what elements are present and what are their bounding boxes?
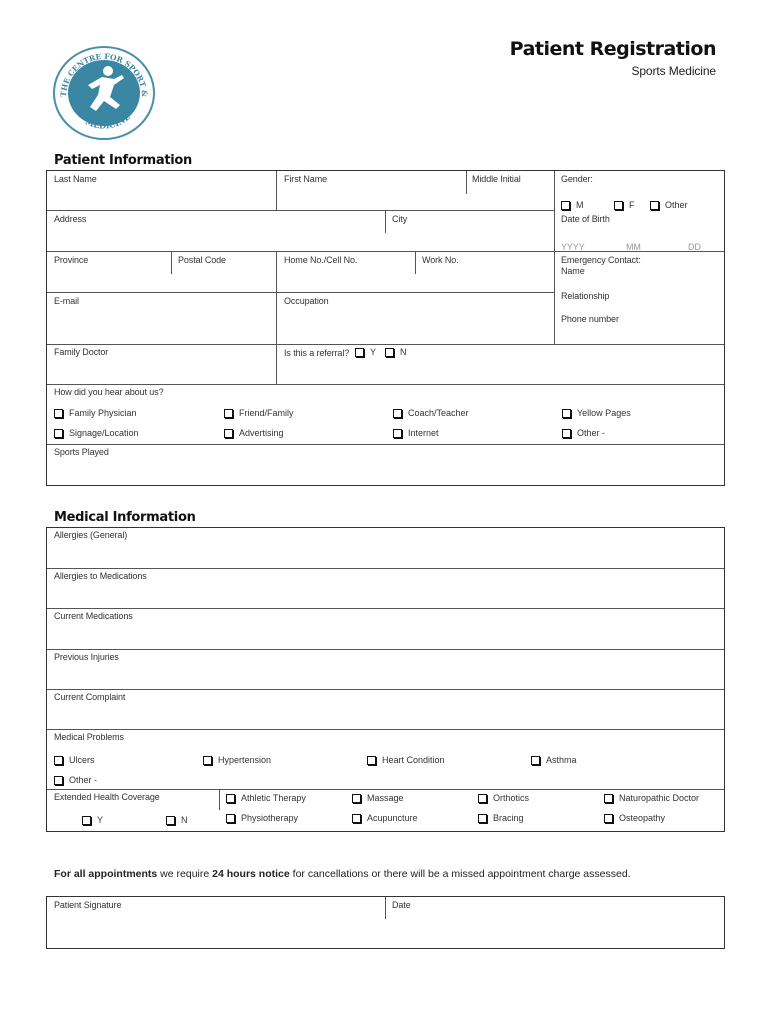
massage-checkbox[interactable]: Massage [352, 793, 404, 803]
athletic-therapy-checkbox[interactable]: Athletic Therapy [226, 793, 306, 803]
physiotherapy-checkbox[interactable]: Physiotherapy [226, 813, 298, 823]
asthma-checkbox[interactable]: Asthma [531, 755, 577, 765]
checkbox-icon [82, 816, 91, 825]
checkbox-icon [478, 794, 487, 803]
checkbox-icon [604, 794, 613, 803]
checkbox-icon [604, 814, 613, 823]
other-problem-checkbox[interactable]: Other - [54, 775, 97, 785]
checkbox-icon [650, 201, 659, 210]
referral-y-checkbox[interactable]: Y [355, 347, 376, 357]
checkbox-icon [352, 794, 361, 803]
medical-problems-label: Medical Problems [54, 732, 124, 742]
orthotics-checkbox[interactable]: Orthotics [478, 793, 529, 803]
occupation-label: Occupation [284, 296, 329, 306]
checkbox-icon [393, 429, 402, 438]
centre-logo [52, 45, 156, 141]
checkbox-icon [561, 201, 570, 210]
medical-info-form [46, 527, 725, 832]
checkbox-icon [531, 756, 540, 765]
coach-teacher-checkbox[interactable]: Coach/Teacher [393, 408, 469, 418]
last-name-label: Last Name [54, 174, 97, 184]
signage-location-checkbox[interactable]: Signage/Location [54, 428, 139, 438]
family-physician-checkbox[interactable]: Family Physician [54, 408, 137, 418]
referral-label: Is this a referral? [284, 348, 350, 358]
first-name-label: First Name [284, 174, 328, 184]
work-no-label: Work No. [422, 255, 459, 265]
checkbox-icon [367, 756, 376, 765]
naturopathic-checkbox[interactable]: Naturopathic Doctor [604, 793, 699, 803]
dob-dd: DD [688, 242, 701, 252]
heart-condition-checkbox[interactable]: Heart Condition [367, 755, 445, 765]
yellow-pages-checkbox[interactable]: Yellow Pages [562, 408, 631, 418]
allergies-meds-label: Allergies to Medications [54, 571, 147, 581]
logo-bottom-text: MEDICINE [83, 111, 132, 131]
checkbox-icon [203, 756, 212, 765]
hypertension-checkbox[interactable]: Hypertension [203, 755, 271, 765]
checkbox-icon [54, 429, 63, 438]
province-label: Province [54, 255, 89, 265]
gender-f-checkbox[interactable]: F [614, 200, 635, 210]
address-label: Address [54, 214, 87, 224]
middle-initial-label: Middle Initial [472, 174, 521, 184]
page-subtitle: Sports Medicine [631, 64, 716, 78]
checkbox-icon [614, 201, 623, 210]
checkbox-icon [562, 429, 571, 438]
email-label: E-mail [54, 296, 79, 306]
appointment-notice: For all appointments we require 24 hours notice for cancellations or there will be a missed appointment charge assessed. [54, 868, 631, 880]
relationship-label: Relationship [561, 291, 610, 301]
checkbox-icon [393, 409, 402, 418]
osteopathy-checkbox[interactable]: Osteopathy [604, 813, 665, 823]
checkbox-icon [54, 409, 63, 418]
home-cell-label: Home No./Cell No. [284, 255, 358, 265]
dob-mm: MM [626, 242, 641, 252]
city-label: City [392, 214, 408, 224]
checkbox-icon [224, 429, 233, 438]
internet-checkbox[interactable]: Internet [393, 428, 439, 438]
previous-injuries-label: Previous Injuries [54, 652, 119, 662]
checkbox-icon [54, 756, 63, 765]
page-title: Patient Registration [509, 38, 716, 60]
checkbox-icon [352, 814, 361, 823]
ec-name-label: Name [561, 266, 585, 276]
advertising-checkbox[interactable]: Advertising [224, 428, 284, 438]
sports-played-label: Sports Played [54, 447, 109, 457]
ehc-label: Extended Health Coverage [54, 792, 160, 802]
ehc-y-checkbox[interactable]: Y [82, 815, 103, 825]
referral-n-checkbox[interactable]: N [385, 347, 407, 357]
checkbox-icon [54, 776, 63, 785]
other-source-checkbox[interactable]: Other - [562, 428, 605, 438]
ehc-n-checkbox[interactable]: N [166, 815, 188, 825]
checkbox-icon [562, 409, 571, 418]
allergies-general-label: Allergies (General) [54, 530, 128, 540]
friend-family-checkbox[interactable]: Friend/Family [224, 408, 294, 418]
date-label: Date [392, 900, 411, 910]
checkbox-icon [166, 816, 175, 825]
logo-ring-text: THE CENTRE FOR SPORT & [58, 51, 150, 98]
checkbox-icon [224, 409, 233, 418]
gender-label: Gender: [561, 174, 593, 184]
hear-about-label: How did you hear about us? [54, 387, 164, 397]
bracing-checkbox[interactable]: Bracing [478, 813, 524, 823]
checkbox-icon [226, 814, 235, 823]
ulcers-checkbox[interactable]: Ulcers [54, 755, 95, 765]
emergency-contact-label: Emergency Contact: [561, 255, 641, 265]
checkbox-icon [226, 794, 235, 803]
gender-m-checkbox[interactable]: M [561, 200, 584, 210]
family-doctor-label: Family Doctor [54, 347, 109, 357]
acupuncture-checkbox[interactable]: Acupuncture [352, 813, 418, 823]
checkbox-icon [478, 814, 487, 823]
gender-other-checkbox[interactable]: Other [650, 200, 688, 210]
checkbox-icon [355, 348, 364, 357]
checkbox-icon [385, 348, 394, 357]
dob-yyyy: YYYY [561, 242, 585, 252]
section-title-patient-info: Patient Information [54, 153, 192, 168]
dob-label: Date of Birth [561, 214, 610, 224]
current-complaint-label: Current Complaint [54, 692, 126, 702]
current-meds-label: Current Medications [54, 611, 133, 621]
patient-signature-label: Patient Signature [54, 900, 122, 910]
phone-number-label: Phone number [561, 314, 619, 324]
postal-code-label: Postal Code [178, 255, 226, 265]
section-title-medical-info: Medical Information [54, 510, 196, 525]
